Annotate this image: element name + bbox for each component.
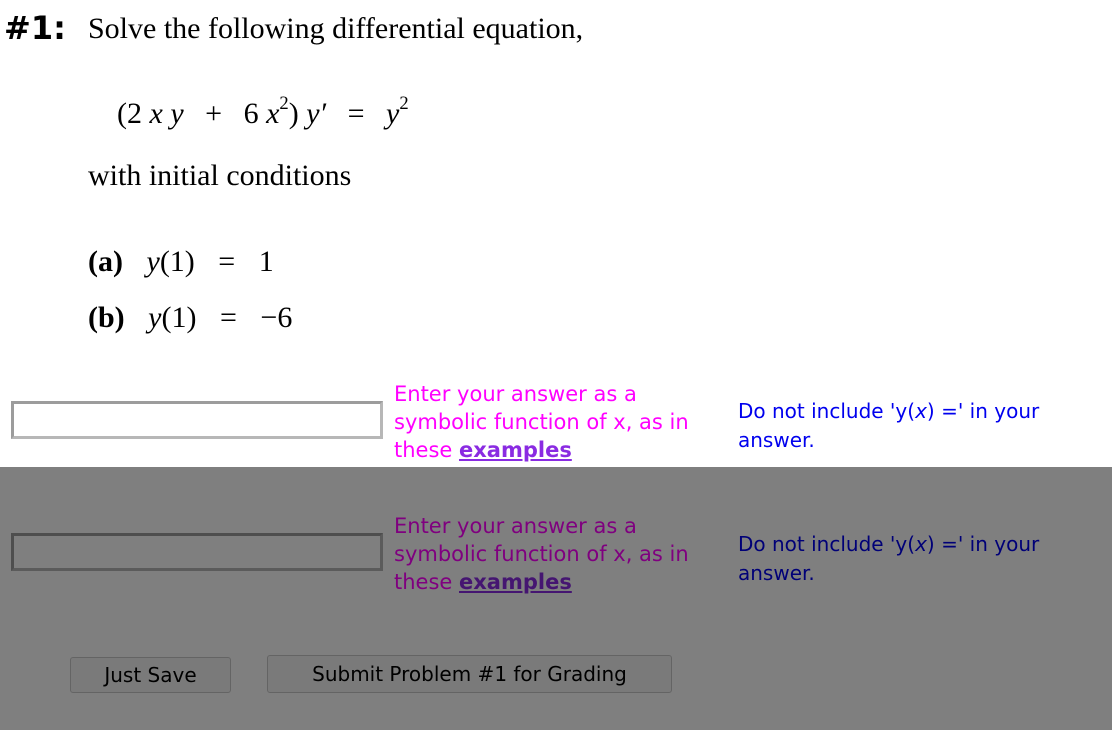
eq-x: x: [149, 96, 163, 130]
condition-func: y: [146, 245, 160, 278]
eq-rhs-y: y: [386, 96, 400, 130]
problem-statement: Solve the following differential equation,: [88, 12, 584, 45]
eq-y: y: [170, 96, 184, 130]
condition-label: (a): [88, 245, 123, 278]
eq-exponent: 2: [279, 93, 289, 114]
condition-arg: (1): [159, 245, 195, 278]
initial-conditions-label: with initial conditions: [88, 159, 352, 192]
condition-label: (b): [88, 301, 125, 334]
note-var: x: [915, 399, 927, 423]
condition-arg: (1): [161, 301, 197, 334]
eq-rhs-exponent: 2: [399, 93, 409, 114]
condition-a: [88, 244, 274, 280]
examples-link[interactable]: examples: [459, 438, 572, 462]
eq-equals: =: [347, 96, 365, 130]
note-prefix: Do not include 'y(: [738, 399, 916, 423]
eq-coef: 6: [243, 96, 259, 130]
eq-yprime: y′: [306, 96, 327, 130]
eq-x-squared-base: x: [266, 96, 280, 130]
differential-equation: [117, 84, 409, 134]
condition-equals: =: [219, 301, 237, 334]
note-suffix: ) =' in your answer.: [738, 399, 1040, 452]
hint-text: Enter your answer as a symbolic function of x, as in these: [394, 382, 689, 462]
answer-note-a: [738, 397, 1108, 455]
condition-value: 1: [258, 245, 274, 278]
answer-hint-a: [394, 380, 724, 464]
dim-overlay: [0, 467, 1112, 730]
answer-input-a[interactable]: [11, 401, 383, 439]
condition-value: −6: [260, 301, 293, 334]
condition-b: [88, 300, 292, 336]
condition-equals: =: [218, 245, 236, 278]
problem-number: #1:: [4, 9, 66, 47]
condition-func: y: [148, 301, 162, 334]
eq-open: (2: [117, 96, 142, 130]
eq-close: ): [288, 96, 299, 130]
eq-plus: +: [205, 96, 223, 130]
